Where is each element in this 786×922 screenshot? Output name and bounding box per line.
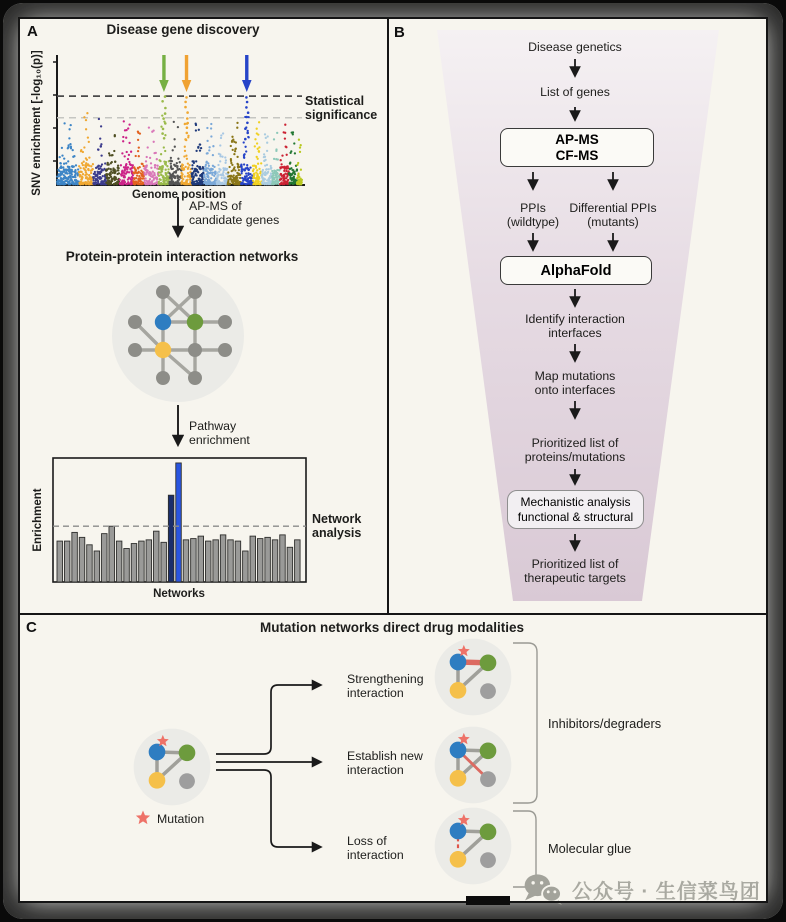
apms-flow-label: AP-MS of candidate genes <box>189 199 280 228</box>
establish-new-label: Establish new interaction <box>347 749 423 778</box>
step-therapeutic-targets: Prioritized list of therapeutic targets <box>524 557 626 586</box>
pathway-flow-label: Pathway enrichment <box>189 419 250 448</box>
mechanistic-analysis-box: Mechanistic analysis functional & structural <box>507 490 644 529</box>
network-analysis-annotation: Network analysis <box>312 512 362 541</box>
apms-cfms-box: AP-MS CF-MS <box>500 128 654 167</box>
mutant-network-base <box>132 727 212 807</box>
panel-divider-horizontal <box>18 613 768 615</box>
figure-canvas <box>18 17 768 903</box>
svg-text:Enrichment: Enrichment <box>32 488 44 552</box>
step-identify-interfaces: Identify interaction interfaces <box>525 312 625 341</box>
network-loss-of-interaction <box>433 806 513 886</box>
panel-a-title: Disease gene discovery <box>106 22 260 37</box>
strengthening-label: Strengthening interaction <box>347 672 424 701</box>
mutation-legend-label: Mutation <box>157 812 205 826</box>
step-list-of-genes: List of genes <box>540 85 610 99</box>
wechat-icon <box>523 872 565 906</box>
svg-text:Networks: Networks <box>153 588 205 600</box>
molecular-glue-label: Molecular glue <box>548 841 632 856</box>
bottom-accent-bar <box>466 896 510 905</box>
network-establish-new-interaction <box>433 725 513 805</box>
ppis-wildtype-label: PPIs (wildtype) <box>506 201 560 229</box>
watermark-text: 公众号 · 生信菜鸟团 <box>572 880 761 903</box>
loss-of-interaction-label: Loss of interaction <box>347 834 404 863</box>
step-map-mutations: Map mutations onto interfaces <box>534 369 616 398</box>
mutation-star-icon <box>136 811 150 825</box>
inhibitors-bracket <box>513 643 537 803</box>
network-strengthening-interaction <box>433 637 513 717</box>
alphafold-box: AlphaFold <box>500 256 652 285</box>
panel-c-branch-arrows <box>216 685 320 847</box>
panel-b-label: B <box>394 24 405 41</box>
ppi-network-diagram <box>108 266 248 406</box>
manhattan-plot <box>28 39 393 214</box>
differential-ppis-label: Differential PPIs (mutants) <box>569 201 657 229</box>
step-prioritized-proteins: Prioritized list of proteins/mutations <box>524 436 626 465</box>
panel-c-label: C <box>26 619 37 636</box>
inhibitors-degraders-label: Inhibitors/degraders <box>548 716 662 731</box>
panel-a-label: A <box>27 23 38 40</box>
panel-c-title: Mutation networks direct drug modalities <box>259 620 525 635</box>
ppi-networks-title: Protein-protein interaction networks <box>65 249 299 264</box>
watermark <box>523 872 761 906</box>
significance-annotation: Statistical significance <box>305 94 378 123</box>
step-disease-genetics: Disease genetics <box>528 40 622 54</box>
svg-text:Genome position: Genome position <box>132 189 226 201</box>
svg-text:SNV enrichment [-log₁₀(p)]: SNV enrichment [-log₁₀(p)] <box>31 50 43 196</box>
panel-divider-vertical <box>387 17 389 614</box>
